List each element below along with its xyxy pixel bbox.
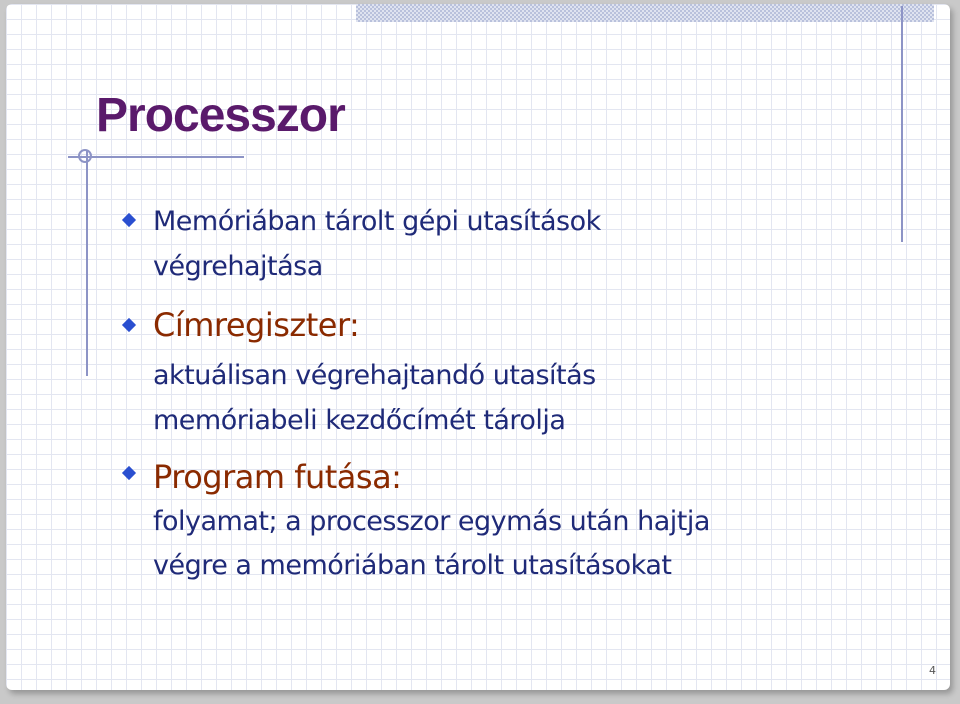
bullet-2-heading: Címregiszter: [153,306,360,344]
bullet-3-line-1: folyamat; a processzor egymás után hajtja [153,506,710,537]
crosshair-icon [78,149,92,163]
slide-title: Processzor [96,89,345,142]
bullet-3-line-2: végre a memóriában tárolt utasításokat [153,550,672,581]
page-number: 4 [929,664,936,677]
bullet-1-line-1: Memóriában tárolt gépi utasítások [153,206,601,237]
bullet-2-line-2: memóriabeli kezdőcímét tárolja [153,405,566,436]
bullet-3-heading: Program futása: [153,458,402,496]
title-underline [68,156,244,158]
decorative-vertical-line-right [901,6,903,242]
bullet-2-line-1: aktuálisan végrehajtandó utasítás [153,360,596,391]
bullet-1-line-2: végrehajtása [153,251,323,282]
decorative-pattern-band [356,4,934,22]
decorative-vertical-line-left [86,150,88,376]
